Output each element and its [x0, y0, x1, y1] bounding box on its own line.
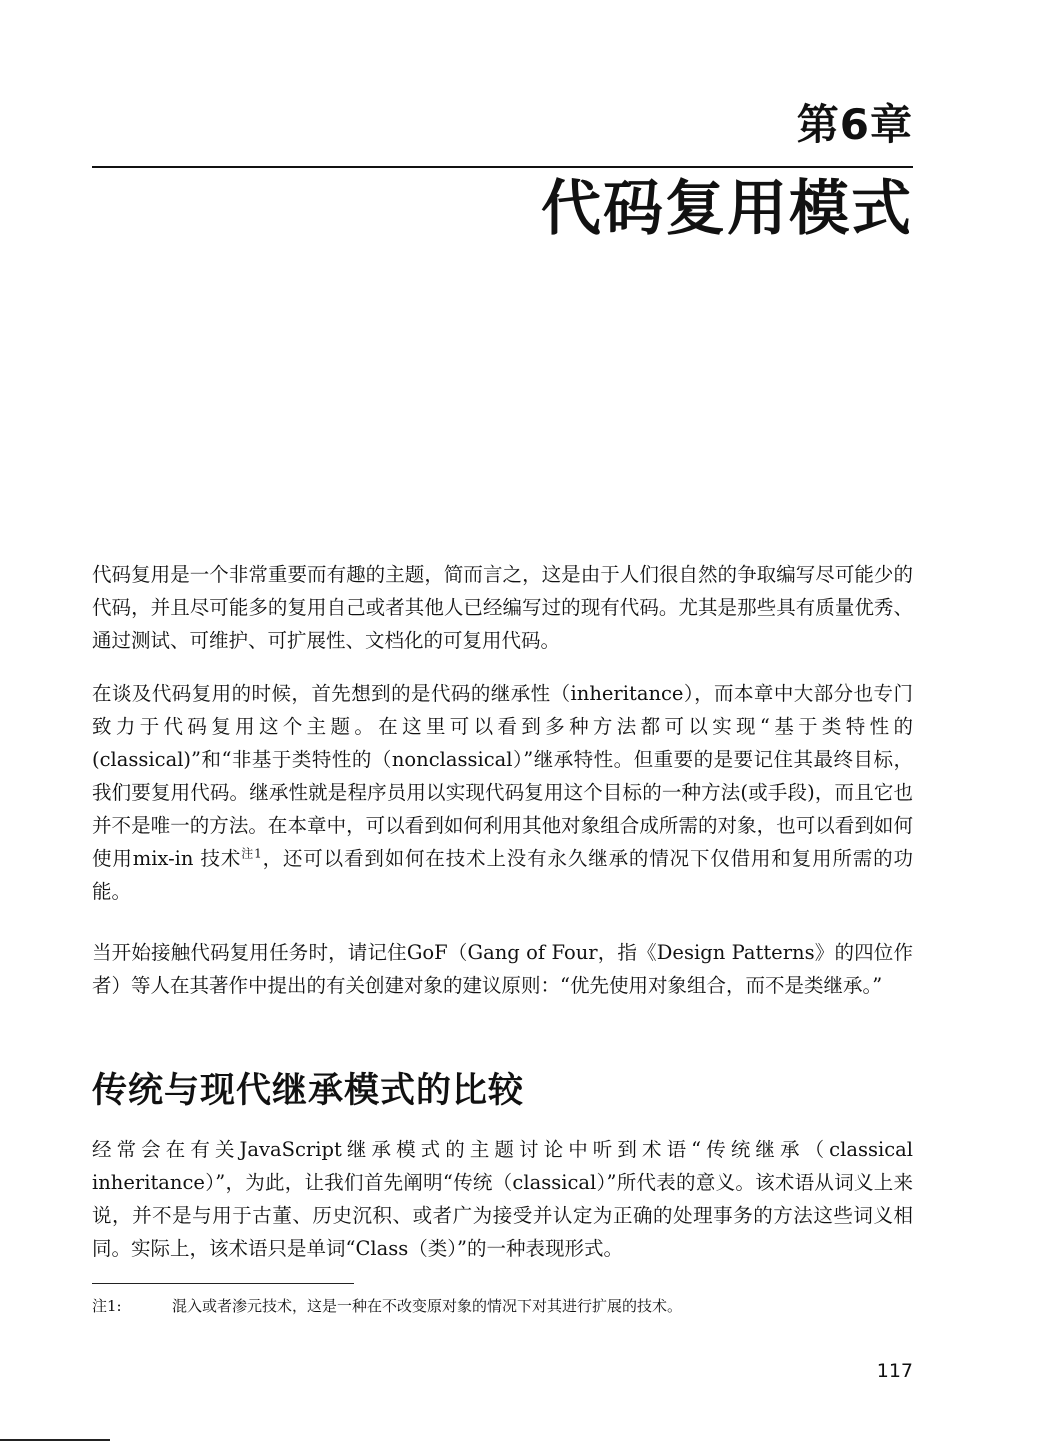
intro-paragraph-3: 当开始接触代码复用任务时，请记住GoF（Gang of Four，指《Design Patterns》的四位作者）等人在其著作中提出的有关创建对象的建议原则：“优先使用对象组合，而不是类继承。”: [92, 941, 913, 997]
footnote-marker: 注1:: [92, 1297, 122, 1315]
paragraph-2-text-before-note: 在谈及代码复用的时候，首先想到的是代码的继承性（inheritance），而本章中大部分也专门致力于代码复用这个主题。在这里可以看到多种方法都可以实现“基于类特性的(classical)”和“非基于类特性的（nonclassical）”继承特性。但重要的是要记住其最终目标，我们要复用代码。继承性就是程序员用以实现代码复用这个目标的一种方法(或手段)，而且它也并不是唯一的方法。在本章中，可以看到如何利用其他对象组合成所需的对象，也可以看到如何使用mix-in 技术: [92, 682, 913, 870]
page-number: 117: [876, 1360, 913, 1382]
intro-paragraph-1: 代码复用是一个非常重要而有趣的主题，简而言之，这是由于人们很自然的争取编写尽可能少的代码，并且尽可能多的复用自己或者其他人已经编写过的现有代码。尤其是那些具有质量优秀、通过测试、可维护、可扩展性、文档化的可复用代码。: [92, 563, 913, 652]
chapter-divider: [92, 166, 913, 168]
section-heading: 传统与现代继承模式的比较: [92, 1071, 525, 1111]
section-paragraph: 经常会在有关JavaScript继承模式的主题讨论中听到术语“传统继承（classical inheritance）”，为此，让我们首先阐明“传统（classical）”所代表的意义。该术语从词义上来说，并不是与用于古董、历史沉积、或者广为接受并认定为正确的处理事务的方法这些词义相同。实际上，该术语只是单词“Class（类）”的一种表现形式。: [92, 1138, 913, 1260]
intro-paragraph-2: [92, 677, 913, 908]
chapter-title: 代码复用模式: [541, 174, 913, 244]
paragraph-2-text-after-note: ，还可以看到如何在技术上没有永久继承的情况下仅借用和复用所需的功能。: [92, 847, 913, 903]
footnote-text: 混入或者渗元技术，这是一种在不改变原对象的情况下对其进行扩展的技术。: [172, 1297, 683, 1315]
footnote-reference: 注1: [241, 846, 262, 861]
footnote: [92, 1295, 913, 1317]
footnote-divider: [92, 1283, 354, 1284]
chapter-number: 第6章: [796, 100, 913, 149]
